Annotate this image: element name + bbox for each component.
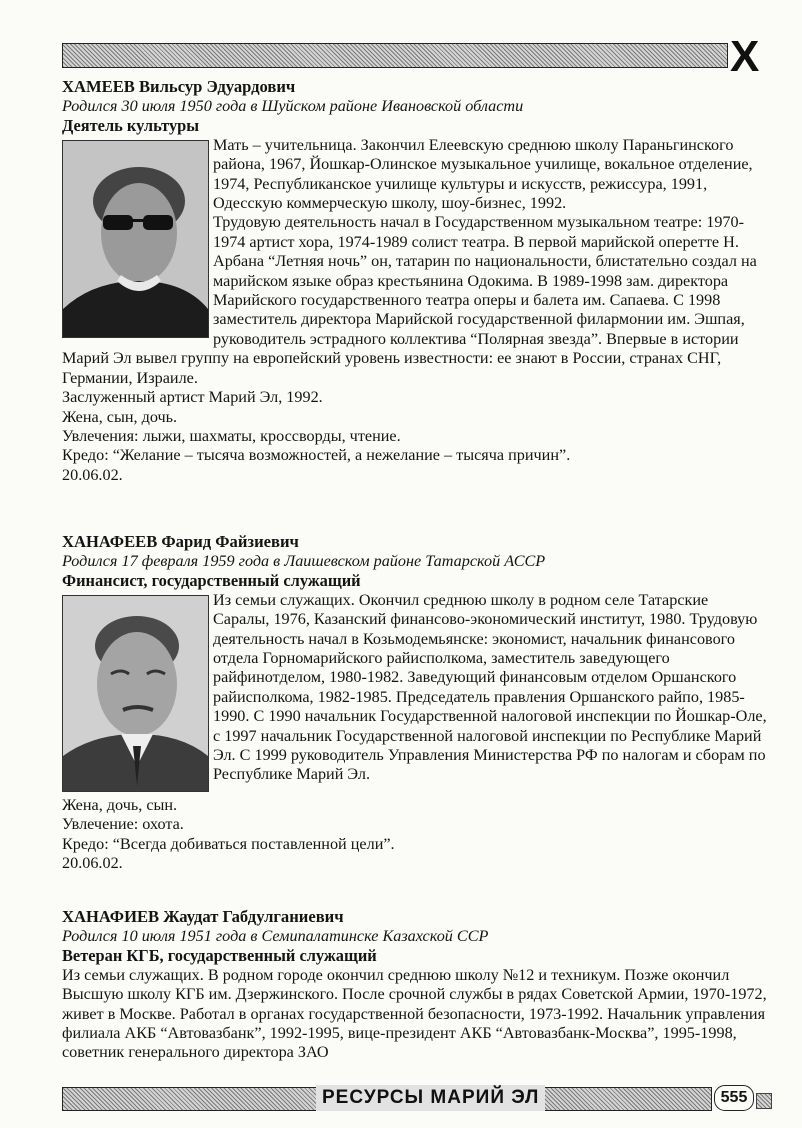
person-name: ХАНАФЕЕВ Фарид Файзиевич <box>62 532 299 551</box>
page-number: 555 <box>714 1085 754 1111</box>
bio-paragraph: Увлечение: охота. <box>62 815 184 834</box>
section-letter: Х <box>730 32 760 81</box>
occupation: Финансист, государственный служащий <box>62 571 361 591</box>
portrait-image <box>63 141 208 337</box>
bio-paragraph: 20.06.02. <box>62 465 123 484</box>
occupation: Деятель культуры <box>62 116 200 136</box>
bio-paragraph: Увлечения: лыжи, шахматы, кроссворды, чтение. <box>62 426 401 445</box>
bio-paragraph: Кредо: “Всегда добиваться поставленной цели”. <box>62 834 395 853</box>
bio-paragraph: Кредо: “Желание – тысяча возможностей, а нежелание – тысяча причин”. <box>62 446 571 465</box>
portrait-photo <box>62 595 209 792</box>
portrait-image <box>63 596 208 791</box>
portrait-photo <box>62 140 209 338</box>
bio-paragraph: Заслуженный артист Марий Эл, 1992. <box>62 388 323 407</box>
bio-paragraph: Мать – учительница. Закончил Елеевскую среднюю школу Параньгинского района, 1967, Йошкар-Олинское музыкальное училище, вокальное отделение, 1974, Республиканское училище культуры и искусств, режиссура, 1991, Одесскую коммерческую школу, шоу-бизнес, 1992. <box>213 135 753 213</box>
bio-paragraph: Жена, сын, дочь. <box>62 407 178 426</box>
birth-info: Родился 17 февраля 1959 года в Лаишевском районе Татарской АССР <box>62 552 546 570</box>
bio-paragraph: 20.06.02. <box>62 854 123 873</box>
footer-decorative-square <box>756 1093 772 1109</box>
biography-entry-khanafiev <box>62 907 768 1063</box>
bio-paragraph: Из семьи служащих. Окончил среднюю школу в родном селе Татарские Саралы, 1976, Казанский финансово-экономический институт, 1980. Трудовую деятельность начал в Козьмодемьянске: экономист, начальник финансового отдела Горномарийского райисполкома, заместитель заведующего райфинотделом, 1980-1982. Заведующий финансовым отделом Оршанского райисполкома, 1982-1985. Председатель правления Оршанского райпо, 1985-1990. С 1990 начальник Государственной налоговой инспекции по Йошкар-Оле, с 1997 начальник Государственной налоговой инспекции по Республике Марий Эл. С 1999 руководитель Управления Министерства РФ по налогам и сборам по Республике Марий Эл. <box>213 590 767 784</box>
bio-paragraph: Из семьи служащих. В родном городе окончил среднюю школу №12 и техникум. Позже окончил Высшую школу КГБ им. Дзержинского. После срочной службы в рядах Советской Армии, 1970-1972, живет в Москве. Работал в органах государственной безопасности, 1973-1992. Начальник управления филиала АКБ “Автовазбанк”, 1992-1995, вице-президент АКБ “Автовазбанк-Москва”, 1995-1998, советник генерального директора ЗАО <box>62 965 767 1062</box>
header-decorative-band <box>62 43 728 68</box>
bio-paragraph: Трудовую деятельность начал в Государственном музыкальном театре: 1970-1974 артист хора, 1974-1989 солист театра. В первой марийской оперетте Н. Арбана “Летняя ночь” он, татарин по национальности, блистательно создал на марийском языке образ крестьянина Одокима. В 1989-1998 зам. директора Марийского государственного театра оперы и балета им. Сапаева. С 1998 заместитель директора Марийской государственной филармонии им. Эшпая, руководитель эстрадного коллектива “Полярная звезда”. Впервые в истории Марий Эл вывел группу на европейский уровень известности: ее знают в России, странах СНГ, Германии, Израиле. <box>62 213 757 387</box>
person-name: ХАНАФИЕВ Жаудат Габдулганиевич <box>62 907 344 926</box>
birth-info: Родился 10 июля 1951 года в Семипалатинске Казахской ССР <box>62 927 489 945</box>
biography-entry-khanafeev <box>62 532 768 873</box>
bio-paragraph: Жена, дочь, сын. <box>62 795 178 814</box>
birth-info: Родился 30 июля 1950 года в Шуйском районе Ивановской области <box>62 97 524 115</box>
biography-entry-khameev <box>62 77 768 485</box>
occupation: Ветеран КГБ, государственный служащий <box>62 946 377 966</box>
footer-title: РЕСУРСЫ МАРИЙ ЭЛ <box>316 1085 545 1111</box>
person-name: ХАМЕЕВ Вильсур Эдуардович <box>62 77 296 96</box>
